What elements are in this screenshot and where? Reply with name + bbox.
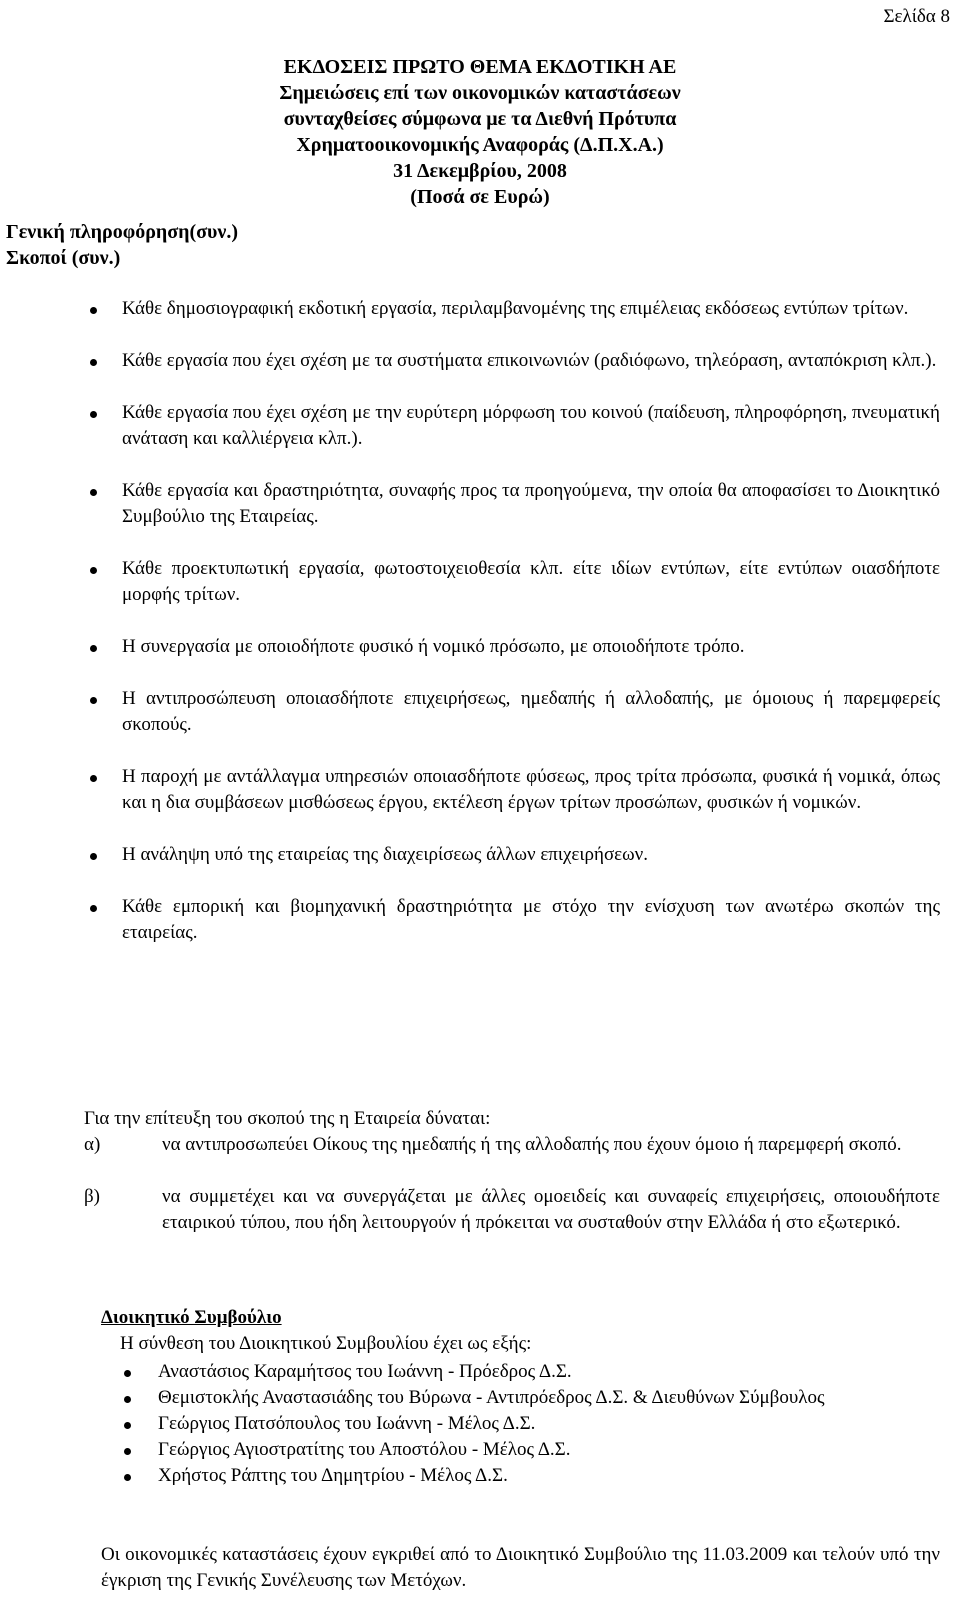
bullet-icon — [90, 853, 97, 860]
board-members-list — [120, 1359, 940, 1489]
report-date: 31 Δεκεμβρίου, 2008 — [393, 160, 567, 182]
list-item: Κάθε εργασία που έχει σχέση με την ευρύτερη μόρφωση του κοινού (παίδευση, πληροφόρηση, πνευματική ανάταση και καλλιέργεια κλπ.). — [84, 400, 940, 452]
bullet-icon — [124, 1370, 131, 1377]
list-item: Κάθε δημοσιογραφική εκδοτική εργασία, περιλαμβανομένης της επιμέλειας εκδόσεως εντύπων τρίτων. — [84, 296, 940, 322]
bullet-icon — [124, 1422, 131, 1429]
section-heading-purposes: Σκοποί (συν.) — [6, 247, 121, 269]
bullet-icon — [124, 1474, 131, 1481]
list-item: Κάθε προεκτυπωτική εργασία, φωτοστοιχειοθεσία κλπ. είτε ιδίων εντύπων, είτε εντύπων οιασδήποτε μορφής τρίτων. — [84, 556, 940, 608]
bullet-icon — [90, 307, 97, 314]
header-line: Χρηματοοικονομικής Αναφοράς (Δ.Π.Χ.Α.) — [296, 134, 664, 156]
bullet-icon — [90, 697, 97, 704]
bullet-icon — [90, 489, 97, 496]
document-header — [0, 54, 960, 210]
list-item: Η συνεργασία με οποιοδήποτε φυσικό ή νομικό πρόσωπο, με οποιοδήποτε τρόπο. — [84, 634, 940, 660]
bullet-icon — [90, 411, 97, 418]
list-item: Κάθε εργασία και δραστηριότητα, συναφής προς τα προηγούμενα, την οποία θα αποφασίσει το Διοικητικό Συμβούλιο της Εταιρείας. — [84, 478, 940, 530]
board-intro: Η σύνθεση του Διοικητικού Συμβουλίου έχει ως εξής: — [120, 1333, 532, 1354]
list-item: Γεώργιος Πατσόπουλος του Ιωάννη - Μέλος Δ.Σ. — [120, 1411, 940, 1437]
currency-note: (Ποσά σε Ευρώ) — [410, 186, 550, 208]
means-item-b — [84, 1184, 940, 1236]
bullet-icon — [90, 645, 97, 652]
list-item: Κάθε εργασία που έχει σχέση με τα συστήματα επικοινωνιών (ραδιόφωνο, τηλεόραση, ανταπόκριση κλπ.). — [84, 348, 940, 374]
bullet-icon — [90, 567, 97, 574]
item-text: να αντιπροσωπεύει Οίκους της ημεδαπής ή της αλλοδαπής που έχουν όμοιο ή παρεμφερή σκοπό. — [162, 1134, 902, 1155]
list-item: Κάθε εμπορική και βιομηχανική δραστηριότητα με στόχο την ενίσχυση των ανωτέρω σκοπών της εταιρείας. — [84, 894, 940, 946]
item-label: β) — [84, 1186, 100, 1207]
list-item: Η ανάληψη υπό της εταιρείας της διαχειρίσεως άλλων επιχειρήσεων. — [84, 842, 940, 868]
list-item: Χρήστος Ράπτης του Δημητρίου - Μέλος Δ.Σ. — [120, 1463, 940, 1489]
section-heading-general: Γενική πληροφόρηση(συν.) — [6, 221, 239, 243]
bullet-icon — [90, 359, 97, 366]
list-item: Θεμιστοκλής Αναστασιάδης του Βύρωνα - Αντιπρόεδρος Δ.Σ. & Διευθύνων Σύμβουλος — [120, 1385, 940, 1411]
bullet-icon — [124, 1448, 131, 1455]
means-item-a — [84, 1132, 940, 1158]
list-item: Η παροχή με αντάλλαγμα υπηρεσιών οποιασδήποτε φύσεως, προς τρίτα πρόσωπα, φυσικά ή νομικά, όπως και η δια συμβάσεων μισθώσεως έργου, εκτέλεση έργων τρίτων προσώπων, φυσικών ή νομικών. — [84, 764, 940, 816]
board-heading: Διοικητικό Συμβούλιο — [101, 1307, 282, 1328]
header-line: Σημειώσεις επί των οικονομικών καταστάσεων — [279, 82, 681, 104]
bullet-icon — [90, 775, 97, 782]
list-item: Αναστάσιος Καραμήτσος του Ιωάννη - Πρόεδρος Δ.Σ. — [120, 1359, 940, 1385]
item-text: να συμμετέχει και να συνεργάζεται με άλλες ομοειδείς και συναφείς επιχειρήσεις, οποιουδήποτε εταιρικού τύπου, που ήδη λειτουργούν ή πρόκειται να συσταθούν στην Ελλάδα ή στο εξωτερικό. — [162, 1186, 940, 1233]
company-name: ΕΚΔΟΣΕΙΣ ΠΡΩΤΟ ΘΕΜΑ ΕΚΔΟΤΙΚΗ ΑΕ — [283, 56, 677, 78]
means-intro: Για την επίτευξη του σκοπού της η Εταιρεία δύναται: — [84, 1108, 491, 1129]
section-headings — [6, 219, 238, 271]
header-line: συνταχθείσες σύμφωνα με τα Διεθνή Πρότυπα — [283, 108, 677, 130]
item-label: α) — [84, 1134, 101, 1155]
page-number: Σελίδα 8 — [883, 6, 950, 27]
bullet-icon — [124, 1396, 131, 1403]
list-item: Γεώργιος Αγιοστρατίτης του Αποστόλου - Μέλος Δ.Σ. — [120, 1437, 940, 1463]
list-item: Η αντιπροσώπευση οποιασδήποτε επιχειρήσεως, ημεδαπής ή αλλοδαπής, με όμοιους ή παρεμφερείς σκοπούς. — [84, 686, 940, 738]
approval-paragraph: Οι οικονομικές καταστάσεις έχουν εγκριθεί από το Διοικητικό Συμβούλιο της 11.03.2009 και τελούν υπό την έγκριση της Γενικής Συνέλευσης των Μετόχων. — [101, 1544, 940, 1591]
bullet-icon — [90, 905, 97, 912]
purposes-list — [84, 296, 940, 946]
